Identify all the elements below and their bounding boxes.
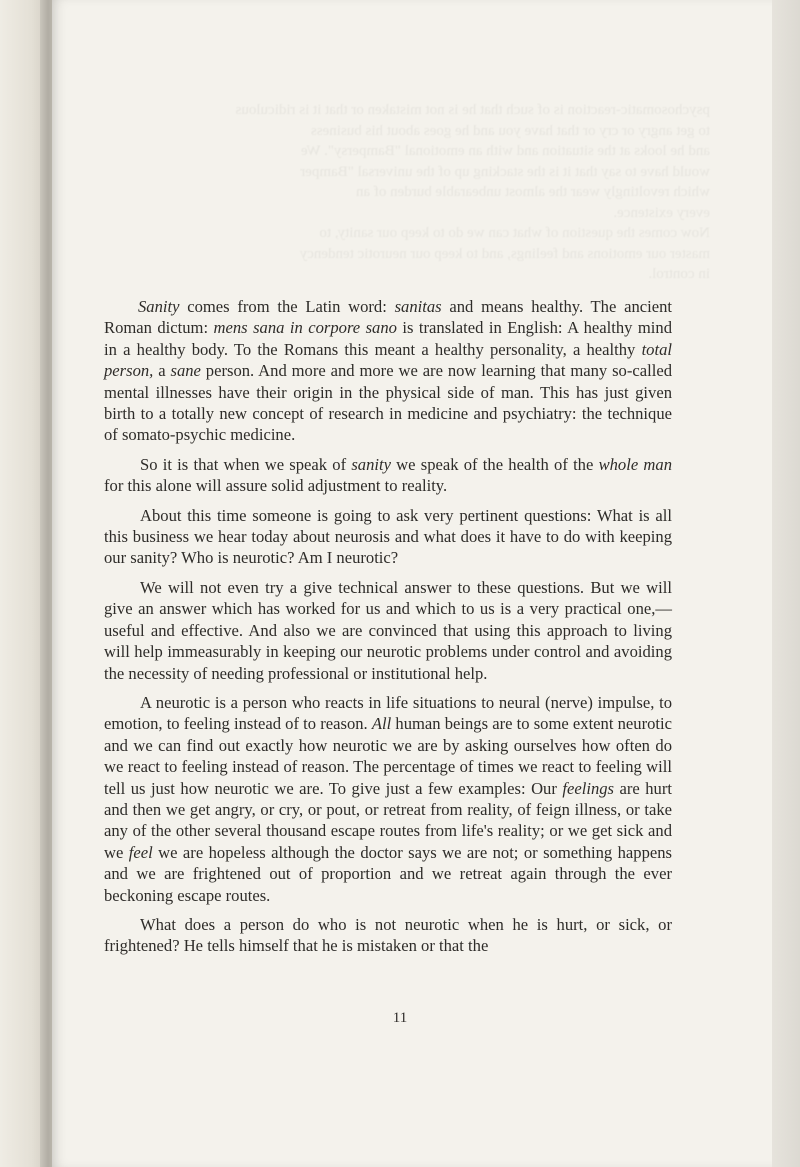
text-run: We will not even try a give technical answer to these questions. But we will give an answer which has worked for us and which to us is a very practical one,—useful and effective. And also we are convinced that using this approach to living will help immeasurably in keeping our neurotic problems under control and avoiding the necessity of needing professional or institutional help. (104, 577, 672, 683)
text-run: A neurotic is a person who reacts in life situations to neural (nerve) impulse, to emotion, to feeling instead of to reason. (104, 692, 672, 734)
bleed-line: and he looks at the situation and with an emotional "Bampersy". We (300, 143, 710, 159)
page-number: 11 (392, 1010, 408, 1026)
text-run: we are hopeless although the doctor says we are not; or something happens and we are frightened out of proportion and we retreat again through the ever beckoning escape routes. (104, 842, 673, 905)
italic-text: sanitas (394, 297, 442, 316)
text-run: person. And more and more we are now learning that many so-called mental illnesses have their origin in the physical side of man. This has just given birth to a totally new concept of research in medicine and psychiatry: the technique of somato-psychic medicine. (104, 361, 672, 445)
italic-text: All (371, 714, 392, 734)
text-run: a (153, 361, 171, 381)
italic-text: sane (170, 361, 201, 381)
text-run: What does a person do who is not neurotic when he is hurt, or sick, or frightened? He tells himself that he is mistaken or that the (104, 914, 672, 956)
text-run: human beings are to some extent neurotic and we can find out exactly how neurotic we are by asking ourselves how often do we react to feeling instead of reason. The percentage of times we react to feeling will tell us just how neurotic we are. To give just a few examples: Our (104, 714, 672, 798)
paragraph (104, 914, 672, 957)
italic-text: feelings (562, 778, 615, 798)
bleed-line: every existence. (613, 204, 710, 221)
bleed-line: Now comes the question of what can we do to keep our sanity, to (319, 225, 710, 241)
page-right-edge (772, 0, 800, 1167)
text-run: we speak of the health of the (390, 454, 599, 474)
paragraph (104, 505, 672, 569)
bleed-line: psychosomatic-reaction is of such that he is not mistaken or that it is ridiculous (235, 102, 710, 118)
bleed-line: to get angry or cry or that have you and he goes about his business (310, 122, 710, 139)
text-run: So it is that when we speak of (140, 454, 352, 474)
paragraph (104, 296, 672, 446)
text-run: is translated in English: A healthy mind in a healthy body. To the Romans this meant a healthy personality, a healthy (104, 318, 672, 359)
italic-text: feel (128, 842, 153, 862)
bleed-through-text (150, 100, 710, 285)
bleed-line: would have to say that it is the stacking up of the universal "Bamper (300, 163, 710, 180)
bleed-line: which revoltingly wear the almost unbearable burden of an (355, 184, 710, 200)
italic-text: mens sana in corpore sano (213, 318, 397, 338)
italic-text: total person, (104, 339, 672, 381)
paragraph (104, 577, 672, 684)
italic-text: sanity (351, 454, 391, 474)
text-run: About this time someone is going to ask very pertinent questions: What is all this business we hear today about neurosis and what does it have to do with keeping our sanity? Who is neurotic? Am I neurotic? (104, 505, 672, 568)
bleed-line: in control. (648, 266, 710, 282)
text-run: comes from the Latin word: (179, 297, 395, 316)
italic-text: whole man (598, 454, 672, 474)
italic-text: Sanity (138, 297, 180, 316)
text-run: are hurt and then we get angry, or cry, or pout, or retreat from reality, of feign illness, or take any of the other several thousand escape routes from life's reality; or we get sick and we (104, 778, 672, 862)
paragraph (104, 454, 672, 497)
body-text (104, 296, 672, 965)
paragraph (104, 692, 672, 906)
bleed-line: master our emotions and feelings, and to keep our neurotic tendency (299, 245, 710, 262)
text-run: and means healthy. The ancient Roman dictum: (104, 297, 672, 338)
text-run: for this alone will assure solid adjustment to reality. (104, 476, 448, 496)
